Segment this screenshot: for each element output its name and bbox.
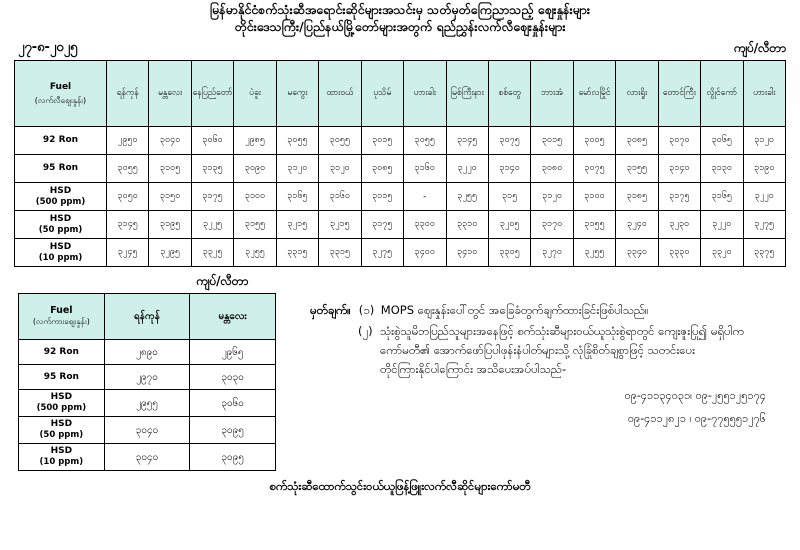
price-cell: ၃၃၂၀ [701,239,743,267]
price-cell: ၃၄၀၀ [404,239,446,267]
price-cell: ၃၁၇၅ [361,211,403,239]
price-cell: ၃၁၇၀ [531,211,573,239]
fuel-type-name: HSD [49,213,72,224]
price-cell: ၂၉၇၀ [104,365,190,390]
price-cell: ၃၁၀၀ [573,183,615,211]
publication-date: ၂၇-၈-၂၀၂၅ [18,40,78,55]
contact-phone: ၀၉-၄၁၁၂၈၂၁ ၊ ၀၉-၇၇၅၅၅၁၂၇၆ [627,412,766,425]
price-cell: ၃၀၉၀ [234,155,276,183]
price-cell: ၃၂၇၀ [531,239,573,267]
price-cell: ၃၂၅၅ [573,239,615,267]
wholesale-price-table [18,293,276,471]
fuel-column-header [15,61,107,127]
city-header: မြစ်ကြီးနား [446,61,488,127]
price-cell: ၃၂၁၅ [319,211,361,239]
price-cell: ၃၀၈၅ [361,155,403,183]
fuel-type-name: 95 Ron [42,163,79,173]
fuel-type-label [19,444,105,471]
fuel-type-name: HSD [49,185,72,196]
price-cell: ၃၀၉၅ [190,417,276,444]
city-header: လွိုင်ကော် [701,61,743,127]
price-cell: ၃၁၂၀ [276,155,318,183]
price-cell: ၃၁၆၅ [701,183,743,211]
price-cell: ၃၀၇၅ [488,127,530,155]
fuel-type-label [15,127,107,155]
price-cell: ၃၂၂၀ [743,183,785,211]
price-cell: ၃၁၂၀ [743,127,785,155]
price-cell: ၃၀၉၅ [190,444,276,471]
city-header: နေပြည်တော် [191,61,233,127]
price-cell: ၃၀၄၀ [104,444,190,471]
price-cell: ၂၉၅၅ [104,390,190,417]
table-row [19,417,276,444]
price-cell: ၃၁၀၅ [149,155,191,183]
note-line: ကော်မတီ၏ အောက်ဖော်ပြပါဖုန်းနံပါတ်များသို့ လုံခြုံစိတ်ချစွာဖြင့် သတင်းပေး [380,343,695,357]
contact-phone: ၀၉-၄၁၁၃၄၀၃၁၊ ၀၉-၂၅၅၁၂၅၁၇၄ [624,389,766,402]
table-row [19,340,276,365]
price-cell: ၃၁၅၅ [234,211,276,239]
price-cell: ၃၂၉၅ [149,239,191,267]
fuel-header-line2: (လက်လီဈေးနှုန်း) [34,95,87,105]
table-row [15,155,786,183]
table-header-row [15,61,786,127]
notes-label: မှတ်ချက်။ [310,303,351,317]
table-header-row [19,294,276,340]
price-cell: ၃၁၅ [488,183,530,211]
price-cell: - [404,183,446,211]
city-header: မော်လမြိုင် [573,61,615,127]
price-cell: ၃၀၈၅ [616,127,658,155]
price-cell: ၃၁၆၅ [276,183,318,211]
header-title-line2: တိုင်းဒေသကြီး/ပြည်နယ်မြို့တော်များအတွက် ရည်ညွှန်းလက်လီဈေးနှုန်းများ [234,19,566,34]
fuel-type-label [19,417,105,444]
price-cell: ၃၄၁၀ [446,239,488,267]
price-cell: ၃၂၂၀ [446,155,488,183]
fuel-type-spec: (50 ppm) [39,430,84,440]
price-cell: ၃၂၇၅ [361,239,403,267]
price-cell: ၂၉၆၅ [190,340,276,365]
price-cell: ၃၀၁၅ [361,127,403,155]
price-cell: ၂၉၅၀ [107,127,149,155]
price-cell: ၃၀၄၀ [104,417,190,444]
price-cell: ၃၁၄၀ [488,155,530,183]
price-cell: ၃၁၅၅ [616,155,658,183]
price-cell: ၃၁၇၅ [658,183,700,211]
price-cell: ၃၁၀၀ [234,183,276,211]
price-cell: ၃၂၃၀ [658,211,700,239]
fuel-type-label [15,155,107,183]
city-header: ပဲခူး [234,61,276,127]
city-header: ဘားအံ [531,61,573,127]
fuel-header-line2: (လက်ကားဈေးနှုန်း) [32,317,90,326]
price-cell: ၃၀၄၀ [149,127,191,155]
price-cell: ၃၁၈၅ [616,183,658,211]
note-item [310,322,776,379]
price-cell: ၃၁၅၅ [573,211,615,239]
note-number: (၂) [358,324,373,338]
price-cell: ၃၃၀၀ [404,211,446,239]
price-cell: ၃၀၅၅ [404,127,446,155]
city-header: ထားဝယ် [319,61,361,127]
note-item [310,301,776,320]
fuel-type-label [15,239,107,267]
note-text [381,301,776,320]
fuel-type-name: 92 Ron [42,135,79,145]
price-cell: ၃၁၉၅ [149,211,191,239]
fuel-header-line1: Fuel [50,305,73,316]
notes-label-spacer [310,322,354,379]
price-cell: ၃၀၃၀ [190,365,276,390]
wholesale-unit-label: ကျပ်/လီတာ [196,274,249,288]
fuel-type-name: HSD [50,419,73,429]
city-header: လားရှိုး [616,61,658,127]
fuel-type-name: HSD [49,241,72,252]
fuel-type-name: 92 Ron [43,346,79,357]
price-cell: ၂၈၉၀ [104,340,190,365]
price-cell: ၃၃၃၀ [658,239,700,267]
note-line: MOPS ဈေးနှုန်းပေါ်တွင် အခြေခံတွက်ချက်ထားခြင်းဖြစ်ပါသည်။ [380,303,649,317]
price-cell: ၃၂၅၅ [446,183,488,211]
table-row [19,444,276,471]
fuel-type-spec: (10 ppm) [38,252,83,263]
price-cell: ၃၂၂၅ [191,211,233,239]
table-row [15,239,786,267]
notes-section [276,293,776,427]
price-cell: ၃၃၁၅ [319,239,361,267]
note-line: သုံးစွဲသူမိဘပြည်သူများအနေဖြင့် စက်သုံးဆီများဝယ်ယူသုံးစွဲရာတွင် ကျေးဇူးပြု၍ မရှိပါက [380,324,744,338]
city-header: မကွေး [276,61,318,127]
price-cell: ၃၂၀၅ [488,211,530,239]
price-cell: ၃၁၂၀ [531,183,573,211]
price-cell: ၃၃၀၅ [488,239,530,267]
price-cell: ၃၁၅၀ [149,183,191,211]
table-row [19,365,276,390]
note-text [380,322,776,379]
city-header: စစ်တွေ [488,61,530,127]
price-cell: ၃၀၆၀ [190,390,276,417]
note-number: (၁) [358,303,375,317]
fuel-column-header [19,294,105,340]
city-header: ပုသိမ် [361,61,403,127]
price-cell: ၃၀၅၅ [319,127,361,155]
fuel-type-label [19,390,105,417]
fuel-type-name: 95 Ron [43,371,79,382]
price-cell: ၃၂၂၀ [701,211,743,239]
table-row [19,390,276,417]
price-cell: ၃၁၆၀ [404,155,446,183]
price-cell: ၃၁၄၅ [446,127,488,155]
price-cell: ၃၀၇၅ [573,155,615,183]
table-row [15,183,786,211]
city-header: ဟားခါး [404,61,446,127]
price-cell: ၃၁၁၅ [361,183,403,211]
fuel-type-spec: (50 ppm) [38,224,83,235]
price-cell: ၃၀၇၀ [658,127,700,155]
price-cell: ၃၁၄၀ [658,155,700,183]
price-cell: ၃၀၆၅ [701,127,743,155]
price-cell: ၃၃၁၅ [276,239,318,267]
fuel-type-label [19,340,105,365]
price-cell: ၃၀၀၅ [573,127,615,155]
fuel-type-name: HSD [50,392,73,402]
price-cell: ၃၀၁၅ [531,127,573,155]
price-cell: ၃၁၉၀ [743,155,785,183]
price-cell: ၃၃၇၅ [743,239,785,267]
price-cell: ၃၁၂၀ [319,155,361,183]
document-header [0,0,800,35]
fuel-type-spec: (10 ppm) [39,457,84,467]
fuel-type-label [15,183,107,211]
price-cell: ၃၀၈၀ [531,155,573,183]
footer-organization: စက်သုံးဆီထောက်သွင်းဝယ်ယူဖြန့်ဖြူးလက်လီဆိုင်များကော်မတီ [269,479,531,493]
price-cell: ၃၁၄၅ [107,211,149,239]
price-cell: ၃၀၆၀ [191,127,233,155]
retail-price-table [14,60,786,267]
table-row [15,127,786,155]
price-cell: ၃၂၄၅ [107,239,149,267]
fuel-type-spec: (500 ppm) [36,403,87,413]
city-header: ရန်ကုန် [104,294,190,340]
price-cell: ၃၁၇၅ [191,183,233,211]
retail-unit-label: ကျပ်/လီတာ [733,41,786,55]
price-cell: ၃၁၆၀ [319,183,361,211]
price-cell: ၃၂၇၅ [743,211,785,239]
price-cell: ၃၀၅၅ [107,155,149,183]
price-cell: ၃၁၃၅ [191,155,233,183]
price-cell: ၃၂၄၀ [616,211,658,239]
city-header: မန္တလေး [190,294,276,340]
price-cell: ၃၂၅၅ [234,239,276,267]
city-header: ဟားခါး [743,61,785,127]
price-cell: ၃၁၃၀ [701,155,743,183]
fuel-type-label [19,365,105,390]
city-header: တောင်ကြီး [658,61,700,127]
fuel-type-name: HSD [50,446,73,456]
fuel-type-label [15,211,107,239]
city-header: မန္တလေး [149,61,191,127]
price-cell: ၃၃၂၅ [191,239,233,267]
price-cell: ၃၃၁၀ [446,211,488,239]
price-cell: ၃၀၅၀ [107,183,149,211]
lower-section [0,293,800,471]
price-cell: ၃၀၅၅ [276,127,318,155]
price-cell: ၂၉၈၅ [234,127,276,155]
header-title-line1: မြန်မာနိုင်ငံစက်သုံးဆီအရောင်းဆိုင်များအသင်းမှ သတ်မှတ်ကြေညာသည့် ဈေးနှုန်းများ [209,2,591,17]
price-cell: ၃၂၁၅ [276,211,318,239]
price-cell: ၃၃၄၀ [616,239,658,267]
meta-row [0,35,800,60]
fuel-header-line1: Fuel [49,81,72,92]
table-row [15,211,786,239]
note-line: တိုင်ကြားနိုင်ပါကြောင်း အသိပေးအပ်ပါသည်- [380,362,567,376]
city-header: ရန်ကုန် [107,61,149,127]
fuel-type-spec: (500 ppm) [35,196,86,207]
